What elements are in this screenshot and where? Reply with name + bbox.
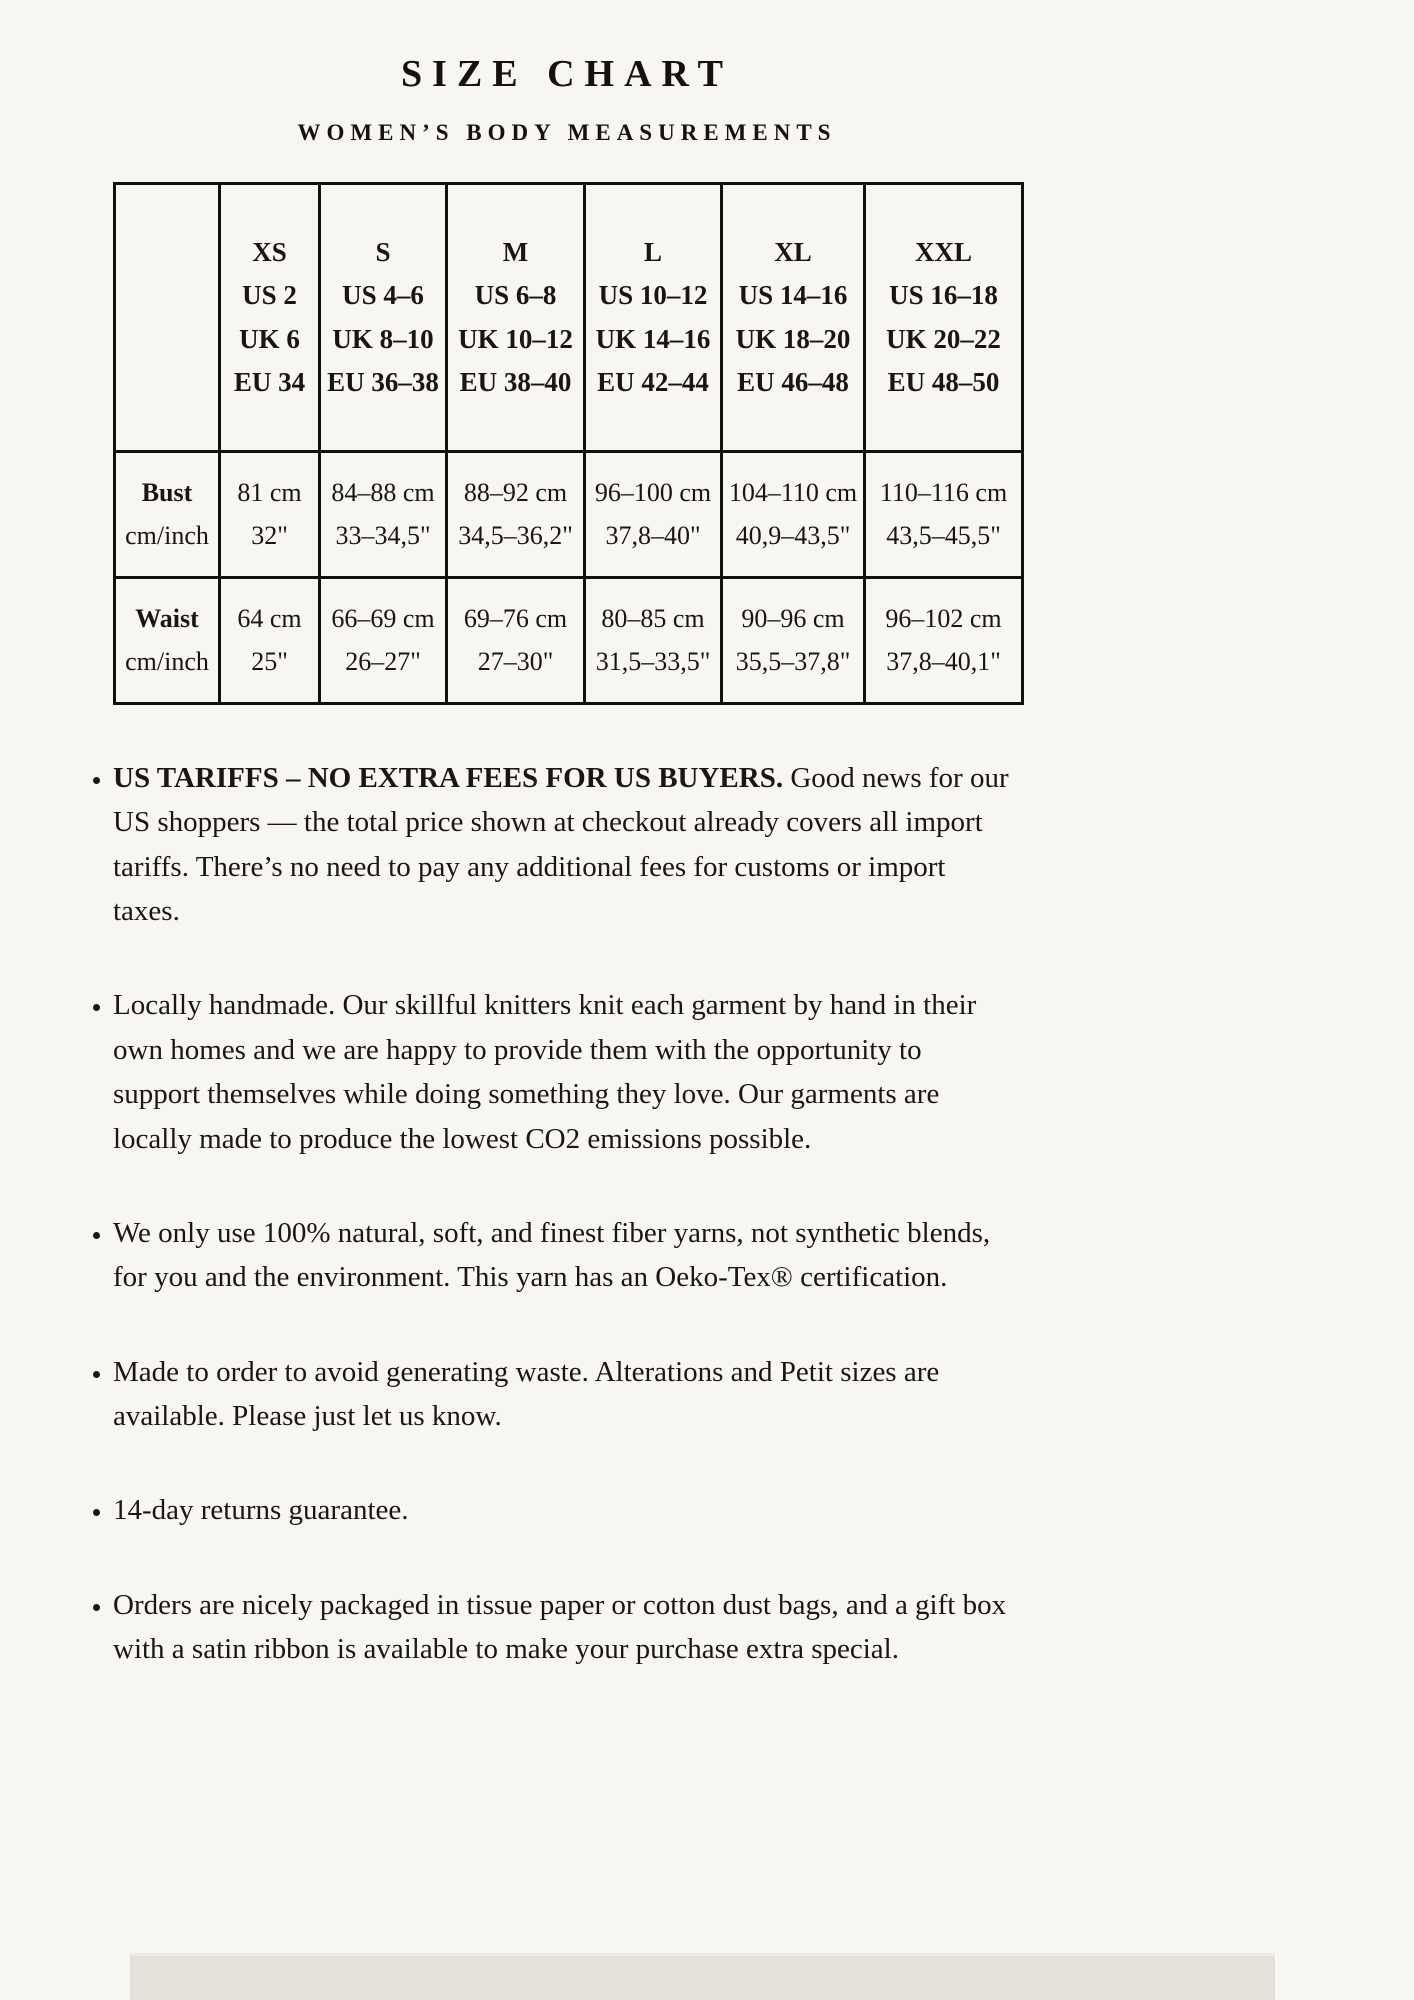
cm-value: 81 cm: [237, 477, 302, 507]
cm-value: 104–110 cm: [728, 477, 858, 507]
waist-m-cell: [447, 578, 585, 704]
bullet-text: We only use 100% natural, soft, and finest fiber yarns, not synthetic blends, for you and the environment. This yarn has an Oeko-Tex® certification.: [113, 1216, 991, 1294]
list-item-made-to-order: [113, 1350, 1010, 1439]
us-size: US 6–8: [474, 280, 557, 311]
size-label: M: [502, 237, 529, 268]
inch-value: 37,8–40": [605, 520, 701, 550]
cm-value: 110–116 cm: [879, 477, 1008, 507]
measurement-unit: cm/inch: [125, 646, 209, 676]
waist-s-cell: [320, 578, 447, 704]
inch-value: 43,5–45,5": [886, 520, 1001, 550]
page-subtitle: WOMEN’S BODY MEASUREMENTS: [297, 120, 837, 145]
waist-l-cell: [585, 578, 722, 704]
uk-size: UK 8–10: [332, 323, 434, 354]
info-section: [0, 700, 1414, 1721]
bust-row-label: [115, 452, 220, 578]
inch-value: 35,5–37,8": [735, 646, 851, 676]
inch-value: 25": [251, 646, 288, 676]
inch-value: 37,8–40,1": [886, 646, 1001, 676]
measurement-unit: cm/inch: [125, 520, 209, 550]
eu-size: EU 38–40: [459, 366, 572, 397]
size-label: S: [375, 237, 391, 268]
cm-value: 66–69 cm: [331, 603, 435, 633]
bust-xxl-cell: [865, 452, 1023, 578]
eu-size: EU 48–50: [887, 366, 1000, 397]
uk-size: UK 6: [239, 323, 300, 354]
measurement-name: Bust: [141, 477, 193, 507]
cm-value: 64 cm: [237, 603, 302, 633]
us-size: US 2: [242, 280, 297, 311]
bust-m-cell: [447, 452, 585, 578]
uk-size: UK 20–22: [886, 323, 1001, 354]
list-item-natural-yarns: [113, 1211, 1010, 1300]
waist-xl-cell: [722, 578, 865, 704]
cm-value: 90–96 cm: [741, 603, 845, 633]
bust-row: [115, 452, 1023, 578]
size-column-header-m: [447, 184, 585, 452]
us-size: US 4–6: [342, 280, 424, 311]
bullet-text: Locally handmade. Our skillful knitters knit each garment by hand in their own homes and we are happy to provide them with the opportunity to support themselves while doing something they love. Our garments are locally made to produce the lowest CO2 emissions possible.: [113, 989, 977, 1155]
bullet-text: 14-day returns guarantee.: [113, 1494, 409, 1527]
size-column-header-xxl: [865, 184, 1023, 452]
cm-value: 96–100 cm: [594, 477, 712, 507]
bullet-bold-lead: US TARIFFS – NO EXTRA FEES FOR US BUYERS.: [113, 762, 784, 794]
eu-size: EU 34: [233, 366, 306, 397]
table-header-row: [115, 184, 1023, 452]
uk-size: UK 18–20: [735, 323, 851, 354]
list-item-us-tariffs: [113, 756, 1010, 933]
eu-size: EU 46–48: [737, 366, 849, 397]
uk-size: UK 10–12: [458, 323, 573, 354]
us-size: US 10–12: [598, 280, 708, 311]
eu-size: EU 36–38: [327, 366, 439, 397]
bust-l-cell: [585, 452, 722, 578]
list-item-returns-guarantee: [113, 1488, 1010, 1532]
inch-value: 34,5–36,2": [458, 520, 573, 550]
waist-xs-cell: [220, 578, 320, 704]
cm-value: 84–88 cm: [331, 477, 435, 507]
page-title: SIZE CHART: [400, 53, 733, 95]
bust-s-cell: [320, 452, 447, 578]
cm-value: 88–92 cm: [463, 477, 568, 507]
size-label: XS: [252, 237, 287, 268]
measurement-name: Waist: [135, 603, 199, 633]
product-info-list: [0, 756, 1010, 1671]
size-label: L: [643, 237, 662, 268]
document-content: [113, 0, 1021, 705]
inch-value: 31,5–33,5": [595, 646, 711, 676]
waist-row: [115, 578, 1023, 704]
cm-value: 69–76 cm: [463, 603, 568, 633]
bullet-text: Orders are nicely packaged in tissue paper or cotton dust bags, and a gift box with a satin ribbon is available to make your purchase extra special.: [113, 1588, 1007, 1666]
inch-value: 32": [251, 520, 288, 550]
cm-value: 96–102 cm: [885, 603, 1002, 633]
bust-xs-cell: [220, 452, 320, 578]
waist-xxl-cell: [865, 578, 1023, 704]
size-label: XL: [774, 237, 812, 268]
size-chart-table: [113, 182, 1024, 705]
size-label: XXL: [914, 237, 972, 268]
inch-value: 26–27": [345, 646, 421, 676]
size-column-header-xs: [220, 184, 320, 452]
uk-size: UK 14–16: [595, 323, 711, 354]
empty-corner-cell: [115, 184, 220, 452]
size-column-header-s: [320, 184, 447, 452]
cm-value: 80–85 cm: [601, 603, 705, 633]
inch-value: 40,9–43,5": [735, 520, 851, 550]
inch-value: 27–30": [477, 646, 554, 676]
bullet-text: Good news for our US shoppers — the total price shown at checkout already covers all import tariffs. There’s no need to pay any additional fees for customs or import taxes.: [113, 762, 1009, 928]
bullet-text: Made to order to avoid generating waste. Alterations and Petit sizes are available. Please just let us know.: [113, 1355, 940, 1432]
us-size: US 14–16: [738, 280, 848, 311]
list-item-packaging: [113, 1583, 1010, 1672]
waist-row-label: [115, 578, 220, 704]
us-size: US 16–18: [889, 280, 998, 311]
next-section-preview: [130, 1953, 1275, 2000]
size-column-header-xl: [722, 184, 865, 452]
list-item-locally-handmade: [113, 983, 1010, 1160]
eu-size: EU 42–44: [597, 366, 709, 397]
inch-value: 33–34,5": [335, 520, 431, 550]
size-column-header-l: [585, 184, 722, 452]
bust-xl-cell: [722, 452, 865, 578]
